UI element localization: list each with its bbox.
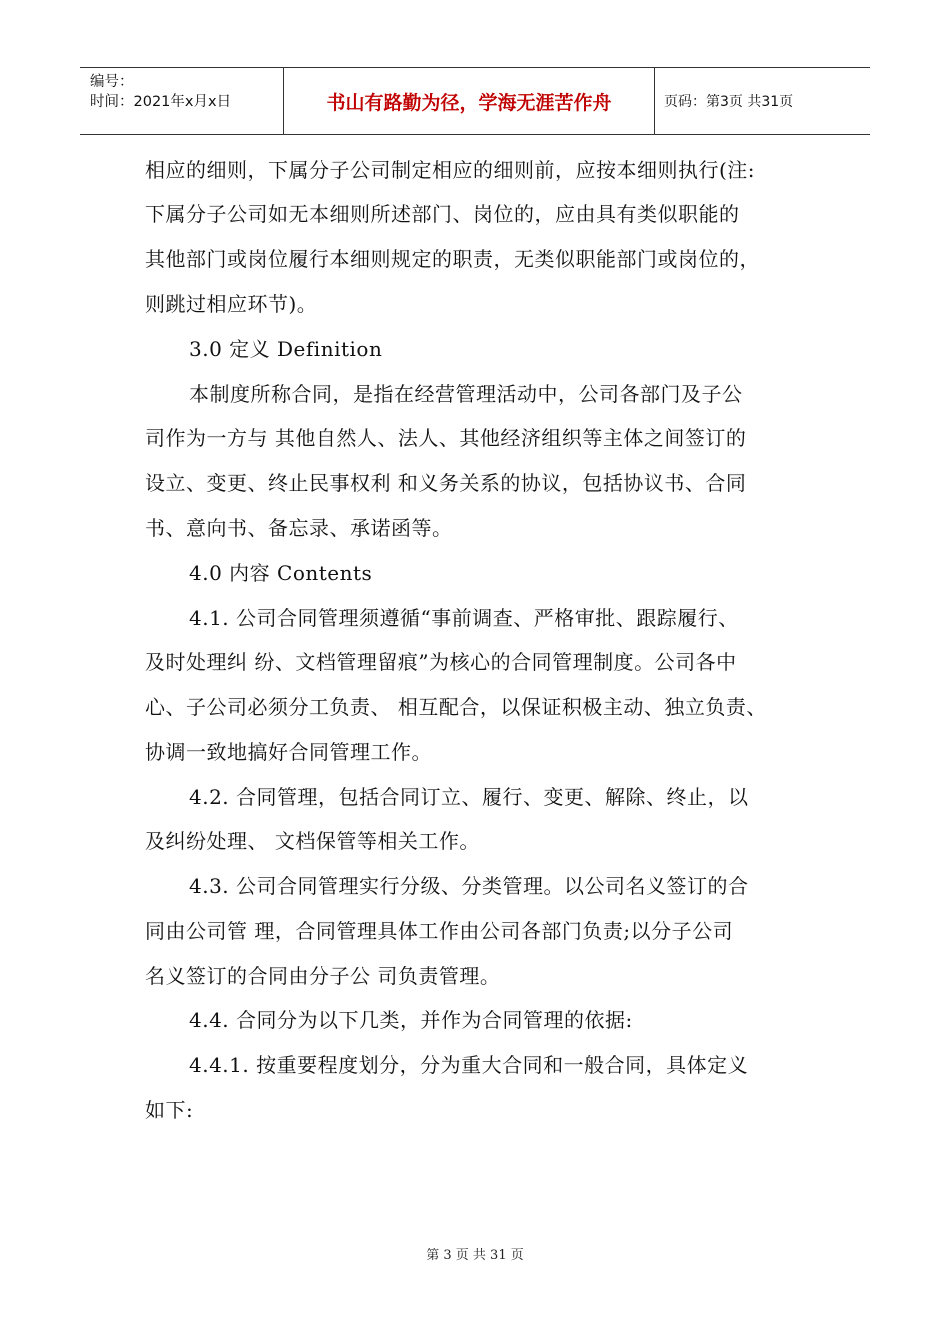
body-line: 名义签订的合同由分子公 司负责管理。 — [145, 964, 501, 988]
body-line: 本制度所称合同，是指在经营管理活动中，公司各部门及子公 — [189, 382, 743, 406]
body-line: 设立、变更、终止民事权利 和义务关系的协议，包括协议书、合同 — [145, 471, 747, 495]
page-header — [80, 67, 870, 135]
body-line: 如下: — [145, 1098, 194, 1122]
body-line: 及纠纷处理、 文档保管等相关工作。 — [145, 829, 480, 853]
body-line: 司作为一方与 其他自然人、法人、其他经济组织等主体之间签订的 — [145, 426, 747, 450]
body-line: 4.4. 合同分为以下几类，并作为合同管理的依据: — [189, 1008, 633, 1032]
section-heading: 4.0 内容 Contents — [189, 561, 373, 585]
body-line: 协调一致地搞好合同管理工作。 — [145, 740, 432, 764]
header-meta — [80, 68, 283, 134]
body-line: 下属分子公司如无本细则所述部门、岗位的，应由具有类似职能的 — [145, 202, 740, 226]
document-time: 时间：2021年x月x日 — [90, 94, 232, 110]
body-line: 则跳过相应环节)。 — [145, 292, 318, 316]
body-line: 相应的细则，下属分子公司制定相应的细则前，应按本细则执行(注: — [145, 158, 756, 182]
header-page-info: 页码：第3页 共31页 — [664, 94, 794, 110]
document-number-label: 编号： — [90, 74, 134, 90]
body-line: 其他部门或岗位履行本细则规定的职责，无类似职能部门或岗位的， — [145, 247, 760, 271]
body-line: 4.3. 公司合同管理实行分级、分类管理。以公司名义签订的合 — [189, 874, 749, 898]
body-line: 书、意向书、备忘录、承诺函等。 — [145, 516, 453, 540]
section-heading: 3.0 定义 Definition — [189, 337, 383, 361]
page-footer: 第 3 页 共 31 页 — [426, 1248, 524, 1263]
body-line: 4.1. 公司合同管理须遵循“事前调查、严格审批、跟踪履行、 — [189, 606, 739, 630]
body-line: 4.2. 合同管理，包括合同订立、履行、变更、解除、终止，以 — [189, 785, 749, 809]
body-line: 心、子公司必须分工负责、 相互配合，以保证积极主动、独立负责、 — [145, 695, 767, 719]
body-line: 4.4.1. 按重要程度划分，分为重大合同和一般合同，具体定义 — [189, 1053, 749, 1077]
body-line: 同由公司管 理，合同管理具体工作由公司各部门负责;以分子公司 — [145, 919, 734, 943]
body-line: 及时处理纠 纷、文档管理留痕”为核心的合同管理制度。公司各中 — [145, 650, 737, 674]
header-slogan: 书山有路勤为径，学海无涯苦作舟 — [283, 68, 655, 134]
